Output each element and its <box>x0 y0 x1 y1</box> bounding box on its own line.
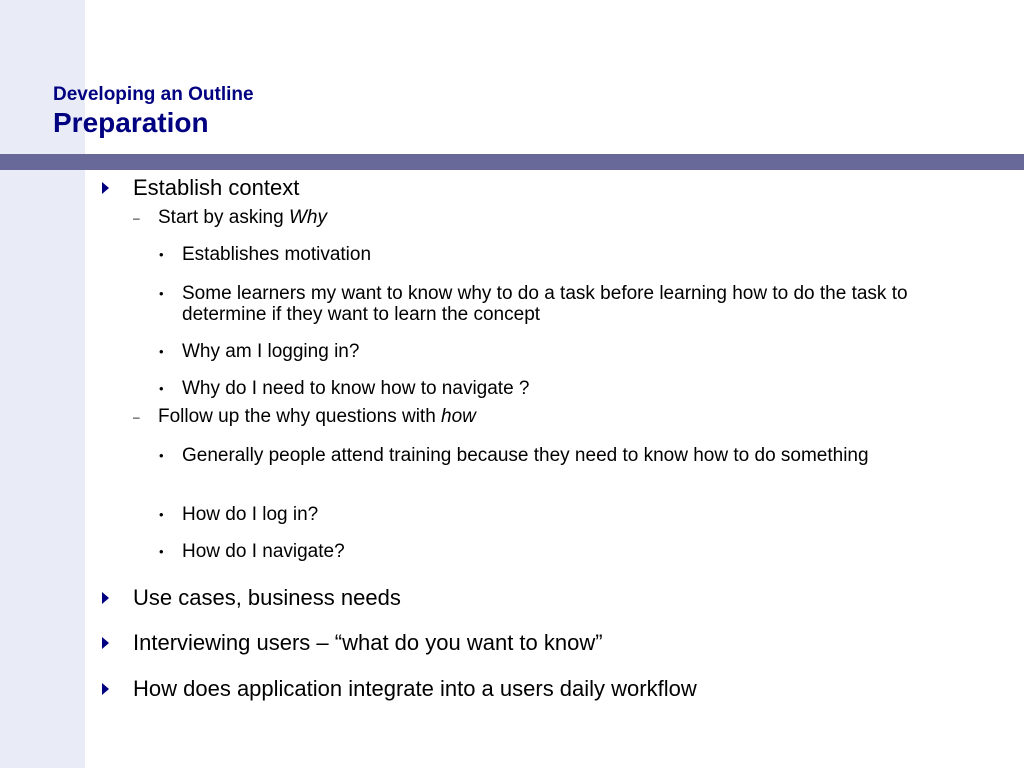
dot-marker: • <box>159 381 164 396</box>
bullet-text: Use cases, business needs <box>133 585 401 610</box>
sub-bullet-text: Follow up the why questions with <box>158 406 442 427</box>
arrow-right-icon <box>102 683 109 695</box>
list-item <box>159 504 972 525</box>
list-item <box>159 283 972 325</box>
list-item <box>159 378 972 399</box>
bullet-use-cases <box>133 586 401 610</box>
bullet-workflow-integration <box>133 677 697 701</box>
arrow-right-icon <box>102 637 109 649</box>
list-item-text: How do I log in? <box>182 504 319 525</box>
slide-title: Preparation <box>53 107 209 138</box>
arrow-right-icon <box>102 182 109 194</box>
list-item-text: Establishes motivation <box>182 244 372 265</box>
slide-subtitle: Developing an Outline <box>53 84 254 105</box>
bullet-establish-context <box>133 176 299 200</box>
sub-bullet-emphasis: Why <box>288 207 327 228</box>
dot-marker: • <box>159 507 164 522</box>
arrow-right-icon <box>102 592 109 604</box>
bullet-text: Interviewing users – “what do you want to know” <box>133 630 603 655</box>
dot-marker: • <box>159 448 164 463</box>
bullet-interviewing-users <box>133 631 603 655</box>
bullet-text: Establish context <box>133 175 300 200</box>
sub-bullet-text: Start by asking <box>158 207 289 228</box>
list-item-text: Some learners my want to know why to do a task before learning how to do the task to determine if they want to learn the concept <box>182 283 908 325</box>
list-item <box>159 341 972 362</box>
list-item-text: How do I navigate? <box>182 541 345 562</box>
dash-marker: – <box>133 211 140 225</box>
list-item-text: Generally people attend training because they need to know how to do something <box>182 445 869 466</box>
list-item-text: Why do I need to know how to navigate ? <box>182 378 530 399</box>
list-item <box>159 244 972 265</box>
dash-marker: – <box>133 410 140 424</box>
list-item <box>159 541 972 562</box>
sub-bullet-follow-up <box>133 406 476 428</box>
sub-bullet-emphasis: how <box>441 406 476 427</box>
list-item <box>159 445 972 466</box>
bullet-text: How does application integrate into a users daily workflow <box>133 676 697 701</box>
dot-marker: • <box>159 544 164 559</box>
dot-marker: • <box>159 344 164 359</box>
dot-marker: • <box>159 247 164 262</box>
list-item-text: Why am I logging in? <box>182 341 360 362</box>
sub-bullet-start-by-asking <box>133 207 327 229</box>
dot-marker: • <box>159 286 164 301</box>
